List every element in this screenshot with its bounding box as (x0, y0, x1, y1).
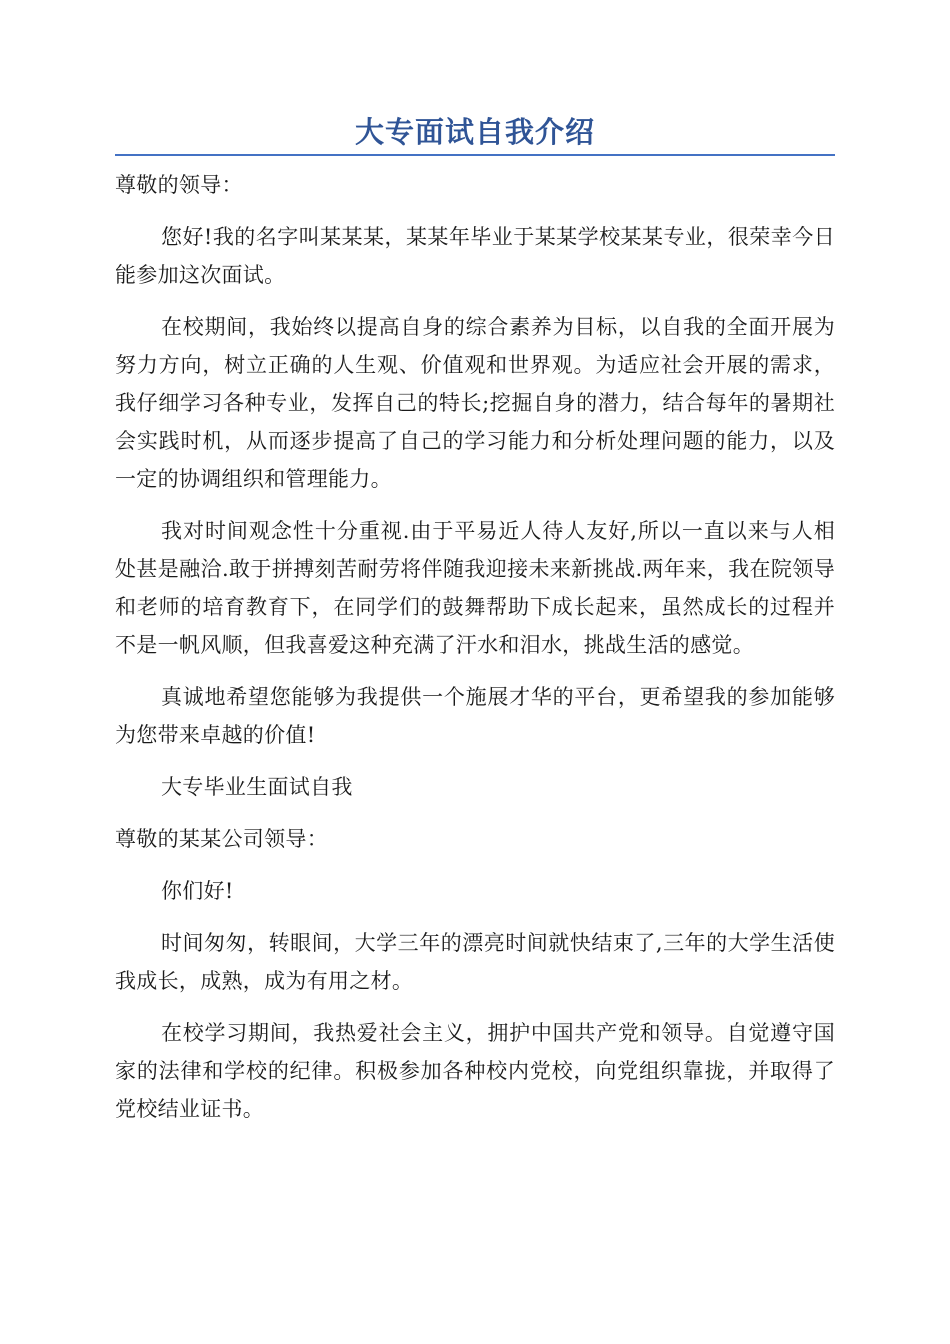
salutation-paragraph: 尊敬的某某公司领导： (115, 827, 328, 851)
salutation-paragraph: 尊敬的领导： (115, 173, 243, 197)
document-title: 大专面试自我介绍 (354, 115, 595, 149)
greeting-paragraph: 你们好! (161, 879, 234, 903)
body-paragraph: 时间匆匆，转眼间，大学三年的漂亮时间就快结束了,三年的大学生活使我成长，成熟，成为有用之材。 (115, 931, 835, 993)
body-paragraph: 在校期间，我始终以提高自身的综合素养为目标，以自我的全面开展为努力方向，树立正确的人生观、价值观和世界观。为适应社会开展的需求，我仔细学习各种专业，发挥自己的特长;挖掘自身的潜力，结合每年的暑期社会实践时机，从而逐步提高了自己的学习能力和分析处理问题的能力，以及一定的协调组织和管理能力。 (115, 315, 835, 491)
document-page (115, 112, 835, 1142)
title-underline (115, 154, 835, 156)
body-paragraph: 真诚地希望您能够为我提供一个施展才华的平台，更希望我的参加能够为您带来卓越的价值! (115, 685, 835, 747)
body-paragraph: 我对时间观念性十分重视.由于平易近人待人友好,所以一直以来与人相处甚是融洽.敢于拼搏刻苦耐劳将伴随我迎接未来新挑战.两年来，我在院领导和老师的培育教育下，在同学们的鼓舞帮助下成长起来，虽然成长的过程并不是一帆风顺，但我喜爱这种充满了汗水和泪水，挑战生活的感觉。 (115, 519, 835, 657)
section-heading-paragraph: 大专毕业生面试自我 (161, 775, 353, 799)
body-paragraph: 您好!我的名字叫某某某，某某年毕业于某某学校某某专业，很荣幸今日能参加这次面试。 (115, 225, 835, 287)
body-paragraph: 在校学习期间，我热爱社会主义，拥护中国共产党和领导。自觉遵守国家的法律和学校的纪律。积极参加各种校内党校，向党组织靠拢，并取得了党校结业证书。 (115, 1021, 835, 1121)
